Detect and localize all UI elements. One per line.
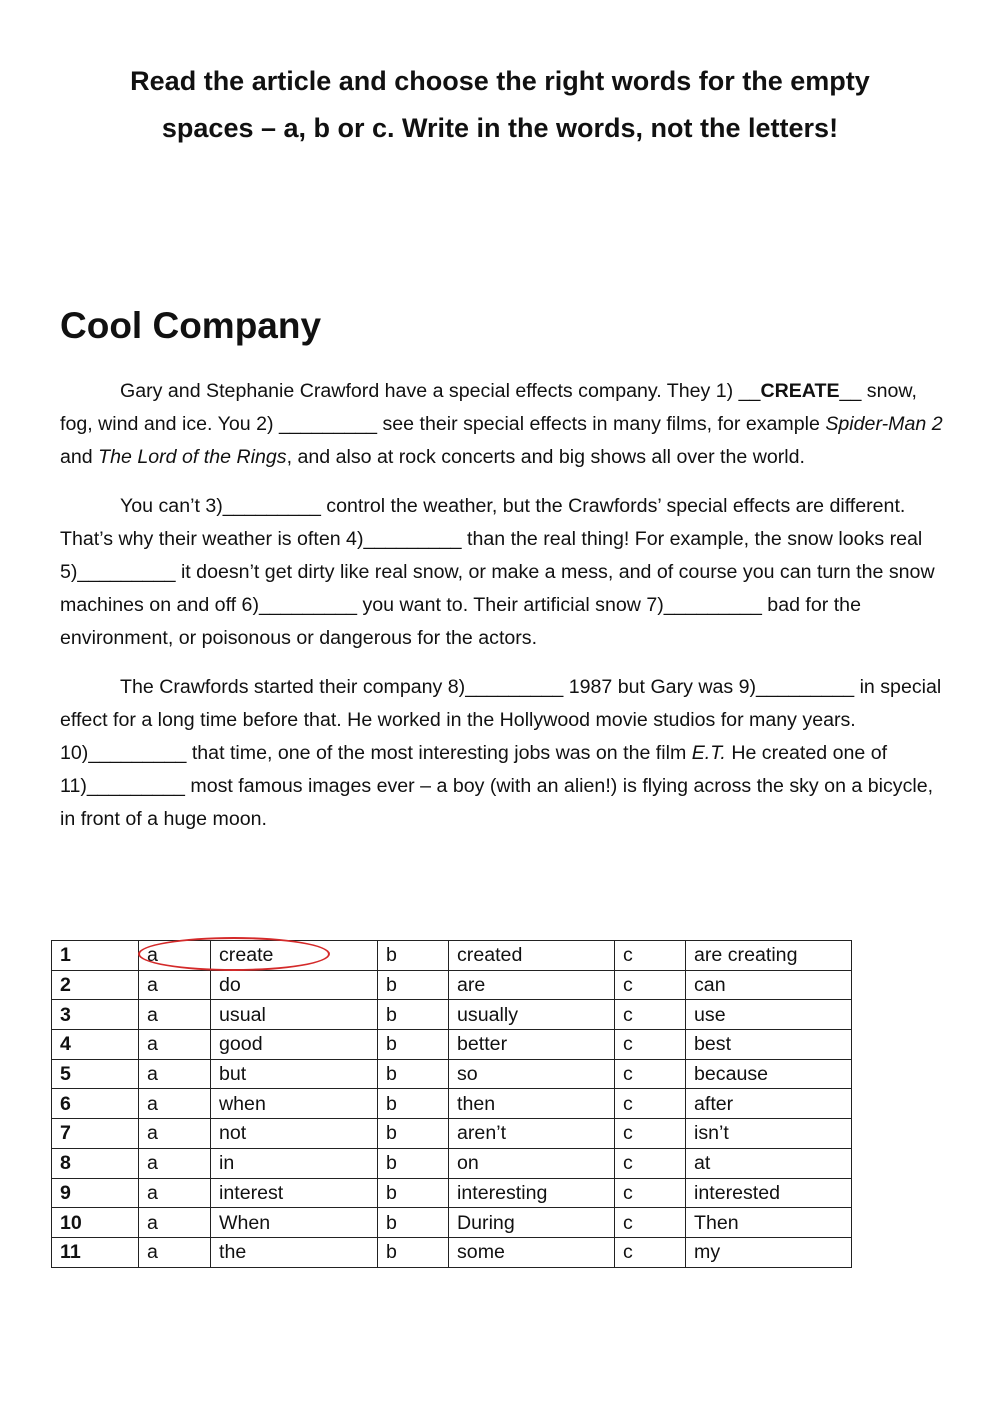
answer-1: CREATE [760,380,840,402]
option-b-word: During [449,1208,615,1238]
option-a-word: good [211,1030,378,1060]
option-c-letter: c [615,1089,686,1119]
option-b-letter: b [378,1178,449,1208]
option-b-letter: b [378,1148,449,1178]
option-c-letter: c [615,1178,686,1208]
question-number: 2 [52,970,139,1000]
film-title-lotr: The Lord of the Rings [98,446,287,468]
option-a-word: not [211,1119,378,1149]
option-c-word: Then [686,1208,852,1238]
article-paragraph-2: You can’t 3)_________ control the weather, but the Crawfords’ special effects are different. That’s why their weather is often 4)_________ than the real thing! For example, the snow looks real 5)_________ it doesn’t get dirty like real snow, or make a mess, and of course you can turn the snow machines on and off 6)_________ you want to. Their artificial snow 7)_________ bad for the environment, or poisonous or dangerous for the actors. [60,495,935,649]
article-body [60,375,945,852]
option-a-letter: a [139,1119,211,1149]
question-number: 7 [52,1119,139,1149]
option-c-word: isn’t [686,1119,852,1149]
table-row [52,1089,852,1119]
option-c-word: interested [686,1178,852,1208]
option-b-word: are [449,970,615,1000]
instructions-line-1: Read the article and choose the right words for the empty [130,66,870,96]
option-c-letter: c [615,1030,686,1060]
option-b-word: then [449,1089,615,1119]
instructions-line-2: spaces – a, b or c. Write in the words, not the letters! [161,113,839,143]
question-number: 8 [52,1148,139,1178]
option-a-word: usual [211,1000,378,1030]
option-b-word: created [449,941,615,971]
option-c-word: my [686,1237,852,1267]
question-number: 1 [52,941,139,971]
option-a-letter: a [139,941,211,971]
question-number: 3 [52,1000,139,1030]
question-number: 10 [52,1208,139,1238]
option-c-word: after [686,1089,852,1119]
option-c-letter: c [615,1237,686,1267]
option-a-letter: a [139,1178,211,1208]
option-c-letter: c [615,941,686,971]
option-b-letter: b [378,970,449,1000]
option-c-letter: c [615,1208,686,1238]
table-row [52,1178,852,1208]
table-row [52,970,852,1000]
option-a-word: in [211,1148,378,1178]
option-b-letter: b [378,1208,449,1238]
option-c-word: best [686,1030,852,1060]
option-b-word: better [449,1030,615,1060]
p3-text-2: He created one of 11)_________ most famous images ever – a boy (with an alien!) is flying across the sky on a bicycle, in front of a huge moon. [60,742,934,830]
option-b-word: interesting [449,1178,615,1208]
option-c-letter: c [615,1148,686,1178]
p1-text-3: and [60,446,99,468]
option-b-word: on [449,1148,615,1178]
option-b-letter: b [378,1237,449,1267]
option-a-word: interest [211,1178,378,1208]
p3-text-1: The Crawfords started their company 8)_________ 1987 but Gary was 9)_________ in special effect for a long time before that. He worked in the Hollywood movie studios for many years. 10)_________ that time, one of the most interesting jobs was on the film [60,676,942,764]
p1-text-4: , and also at rock concerts and big shows all over the world. [286,446,805,468]
option-b-letter: b [378,1089,449,1119]
option-a-word: do [211,970,378,1000]
option-c-letter: c [615,1000,686,1030]
table-row [52,1030,852,1060]
option-c-word: can [686,970,852,1000]
question-number: 5 [52,1059,139,1089]
option-a-word: create [211,941,378,971]
table-row [52,1208,852,1238]
option-b-letter: b [378,1119,449,1149]
option-b-letter: b [378,941,449,971]
question-number: 9 [52,1178,139,1208]
table-row [52,1059,852,1089]
option-a-letter: a [139,1089,211,1119]
option-b-word: usually [449,1000,615,1030]
option-a-letter: a [139,1030,211,1060]
table-row [52,1237,852,1267]
film-title-spiderman: Spider-Man 2 [825,413,943,435]
option-c-word: because [686,1059,852,1089]
option-b-word: so [449,1059,615,1089]
option-a-letter: a [139,1000,211,1030]
table-row [52,941,852,971]
p1-text-1: Gary and Stephanie Crawford have a special effects company. They 1) __ [120,380,761,402]
question-number: 4 [52,1030,139,1060]
option-a-word: but [211,1059,378,1089]
film-title-et: E.T. [691,742,726,764]
option-c-word: at [686,1148,852,1178]
option-c-letter: c [615,1059,686,1089]
option-a-word: When [211,1208,378,1238]
option-b-letter: b [378,1000,449,1030]
choices-table [51,940,852,1268]
option-a-letter: a [139,1059,211,1089]
p1-text-2: __ snow, fog, wind and ice. You 2) _________ see their special effects in many films, for example [60,380,917,435]
article-paragraph-3 [60,671,945,836]
question-number: 6 [52,1089,139,1119]
option-c-word: are creating [686,941,852,971]
option-c-letter: c [615,970,686,1000]
option-a-letter: a [139,1237,211,1267]
article-paragraph-1 [60,375,945,474]
table-row [52,1000,852,1030]
instructions-heading [60,58,940,152]
article-title: Cool Company [60,305,322,346]
option-a-word: the [211,1237,378,1267]
option-b-word: aren’t [449,1119,615,1149]
option-a-letter: a [139,970,211,1000]
table-row [52,1119,852,1149]
option-c-word: use [686,1000,852,1030]
option-c-letter: c [615,1119,686,1149]
option-a-letter: a [139,1148,211,1178]
option-a-letter: a [139,1208,211,1238]
option-b-letter: b [378,1059,449,1089]
table-row [52,1148,852,1178]
option-b-word: some [449,1237,615,1267]
question-number: 11 [52,1237,139,1267]
option-a-word: when [211,1089,378,1119]
option-b-letter: b [378,1030,449,1060]
